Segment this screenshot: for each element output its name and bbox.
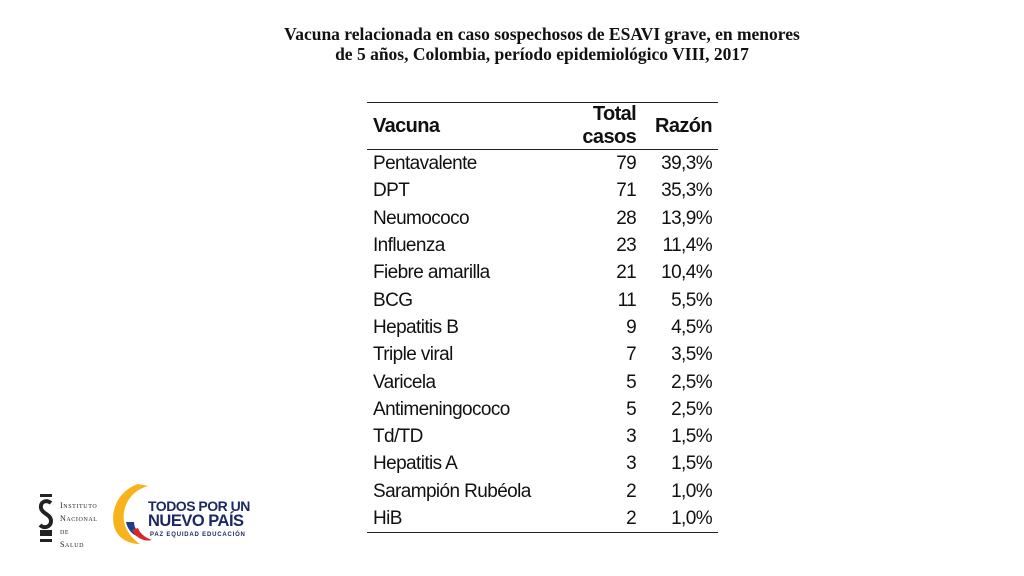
cell-vacuna: Influenza (373, 235, 445, 257)
cell-vacuna: Varicela (373, 371, 436, 393)
cell-total: 71 (616, 180, 637, 202)
cell-total: 2 (626, 508, 637, 529)
table-row (367, 341, 718, 368)
cell-total: 3 (626, 426, 637, 448)
cell-razon: 35,3% (661, 180, 712, 202)
cell-total: 23 (616, 235, 637, 257)
table-row (367, 286, 718, 313)
table-row (367, 450, 718, 477)
slide-title (0, 24, 1024, 64)
cell-vacuna: Hepatitis A (373, 453, 458, 475)
table-row (367, 150, 718, 178)
ins-name-line-1: Instituto (60, 501, 98, 510)
slide-title-line-2: de 5 años, Colombia, período epidemiológico VIII, 2017 (335, 44, 749, 64)
cell-razon: 1,5% (671, 453, 712, 475)
cell-vacuna: Td/TD (373, 426, 423, 448)
cell-total: 21 (616, 262, 637, 284)
table-row (367, 423, 718, 450)
ins-name-line-3: Salud (60, 540, 85, 549)
gov-logo (108, 482, 268, 548)
cell-razon: 3,5% (671, 344, 712, 366)
ins-mark-icon (38, 494, 54, 542)
cell-vacuna: Fiebre amarilla (373, 262, 490, 284)
cell-razon: 11,4% (662, 235, 712, 257)
table-row (367, 505, 718, 533)
table-row (367, 478, 718, 505)
cell-vacuna: Pentavalente (373, 153, 477, 175)
ins-logo (38, 494, 108, 549)
vaccine-table (367, 102, 718, 533)
cell-vacuna: DPT (373, 180, 410, 202)
cell-vacuna: HiB (373, 508, 402, 529)
table-row (367, 314, 718, 341)
cell-razon: 39,3% (661, 153, 712, 175)
cell-total: 5 (626, 371, 637, 393)
table-header-row (367, 103, 718, 150)
table-row (367, 396, 718, 423)
cell-vacuna: Sarampión Rubéola (373, 480, 531, 502)
cell-total: 2 (626, 480, 637, 502)
slide-title-line-1: Vacuna relacionada en caso sospechosos de ESAVI grave, en menores (284, 24, 800, 44)
cell-total: 28 (616, 207, 637, 229)
gov-slogan-line-2: NUEVO PAÍS (148, 512, 244, 530)
cell-total: 11 (617, 289, 637, 311)
cell-razon: 1,0% (671, 480, 712, 502)
cell-total: 5 (626, 398, 637, 420)
cell-razon: 2,5% (671, 371, 712, 393)
cell-vacuna: BCG (373, 289, 413, 311)
cell-vacuna: Antimeningococo (373, 398, 510, 420)
cell-total: 3 (626, 453, 637, 475)
header-razon: Razón (654, 114, 712, 137)
cell-razon: 2,5% (671, 398, 712, 420)
table-row (367, 177, 718, 204)
table-row (367, 232, 718, 259)
ins-name-line-2: Nacional de (60, 514, 98, 536)
cell-total: 7 (626, 344, 637, 366)
cell-razon: 13,9% (661, 207, 712, 229)
cell-razon: 1,5% (671, 426, 712, 448)
cell-vacuna: Triple viral (373, 344, 453, 366)
cell-vacuna: Neumococo (373, 207, 469, 229)
gov-slogan-line-1: TODOS POR UN (148, 498, 250, 514)
gov-slogan-line-3: PAZ EQUIDAD EDUCACIÓN (150, 532, 246, 538)
header-total-casos: Total casos (582, 103, 637, 148)
cell-vacuna: Hepatitis B (373, 316, 459, 338)
cell-razon: 5,5% (671, 289, 712, 311)
cell-total: 79 (616, 153, 637, 175)
cell-razon: 10,4% (661, 262, 712, 284)
table-row (367, 205, 718, 232)
cell-razon: 4,5% (671, 316, 712, 338)
table-row (367, 259, 718, 286)
cell-razon: 1,0% (671, 508, 712, 529)
ins-name (60, 499, 108, 551)
header-vacuna: Vacuna (373, 114, 440, 137)
table-row (367, 368, 718, 395)
cell-total: 9 (626, 316, 637, 338)
